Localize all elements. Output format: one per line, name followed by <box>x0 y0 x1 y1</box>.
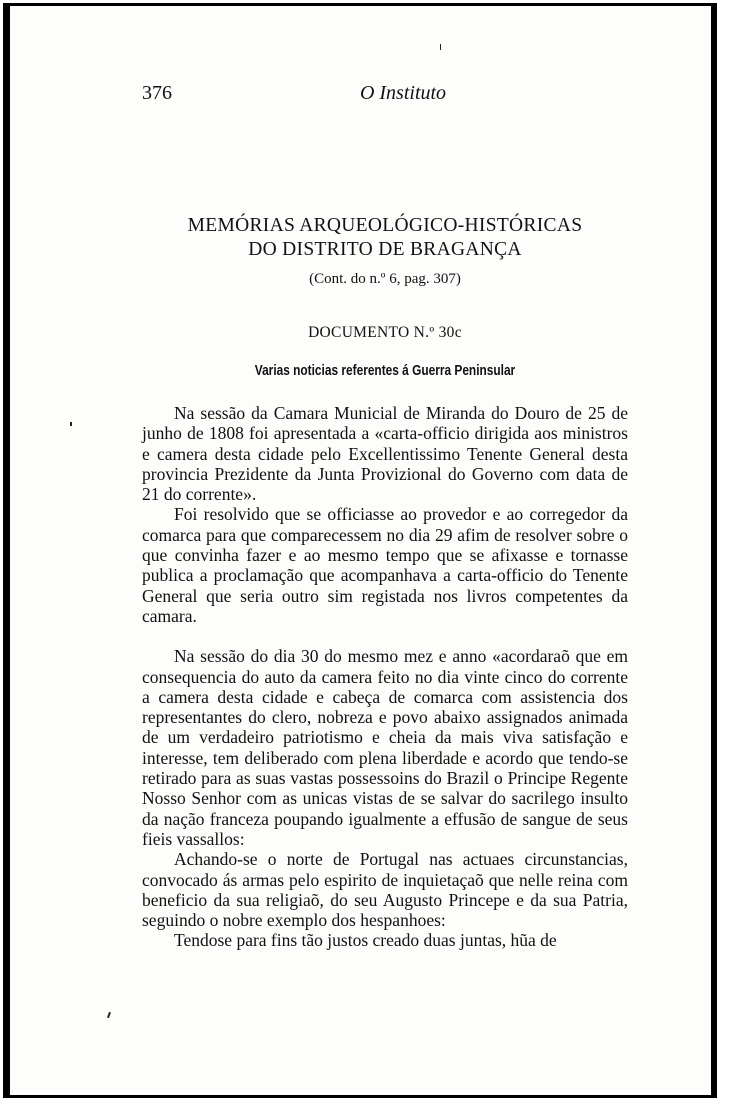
continuation-note: (Cont. do n.º 6, pag. 307) <box>309 271 461 287</box>
paragraph: Na sessão do dia 30 do mesmo mez e anno «acordaraõ que em consequencia do auto da camera feito no dia vinte cinco do corrente a camera desta cidade e cabeça de comarca com assistencia dos representantes do clero, nobreza e povo abaixo assignados animada de um verdadeiro patriotismo e cheia da mais viva satisfação e interesse, tem deliberado com plena liberdade e acordo que tendo-se retirado para as suas vastas possessoins do Brazil o Principe Regente Nosso Senhor com as unicas vistas de se salvar do sacrilego insulto da nação franceza poupando igualmente a effusão de sangue de seus fieis vassallos: <box>142 646 628 849</box>
article-title-line-1: MEMÓRIAS ARQUEOLÓGICO-HISTÓRICAS <box>187 215 583 236</box>
running-head <box>142 82 628 112</box>
document-subtitle: Varias noticias referentes á Guerra Peninsular <box>254 363 516 379</box>
paragraph: Na sessão da Camara Municial de Miranda do Douro de 25 de junho de 1808 foi apresentada a «carta-officio dirigida aos ministros e camera desta cidade pelo Excellentissimo Tenente General desta provincia Prezidente da Junta Provizional do Governo com data de 21 do corrente». <box>142 403 628 505</box>
page-number: 376 <box>142 82 172 104</box>
paragraph: Tendose para fins tão justos creado duas juntas, hũa de <box>174 930 557 951</box>
paragraph: Foi resolvido que se officiasse ao provedor e ao corregedor da comarca para que comparecessem no dia 29 afim de resolver sobre o que convinha fazer e ao mesmo tempo que se afixasse e tornasse publica a proclamação que acompanhava a carta-officio do Tenente General que seria outro sim registada nos livros competentes da camara. <box>142 504 628 626</box>
article-title-block <box>142 214 628 288</box>
article-title-line-2: DO DISTRITO DE BRAGANÇA <box>248 239 522 260</box>
ink-speck <box>70 422 72 426</box>
running-title: O Instituto <box>359 82 447 104</box>
document-number: DOCUMENTO N.º 30c <box>308 324 462 341</box>
paragraph: Achando-se o norte de Portugal nas actuaes circunstancias, convocado ás armas pelo espirito de inquietaçaõ que nelle reina com beneficio da sua religiaõ, do seu Augusto Princepe e da sua Patria, seguindo o nobre exemplo dos hespanhoes: <box>142 849 628 931</box>
ink-speck <box>440 44 441 50</box>
body-text <box>142 403 628 951</box>
